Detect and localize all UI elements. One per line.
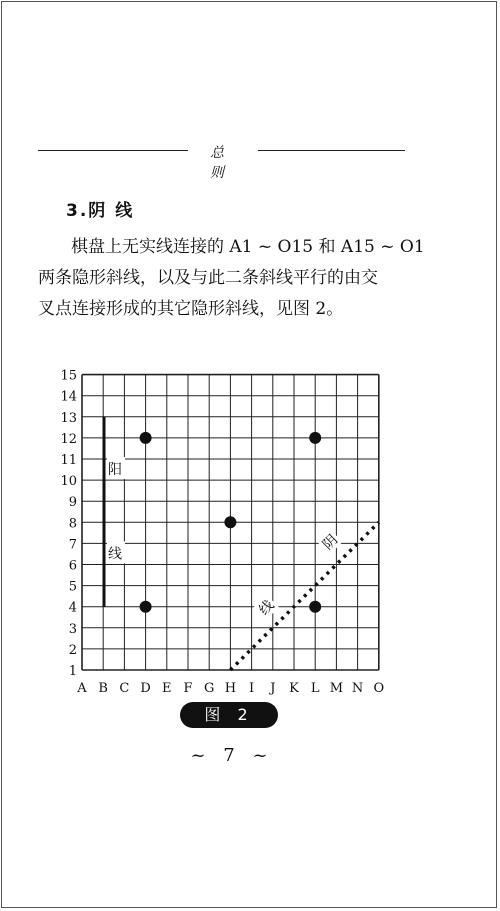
figure-caption-badge: 图 2 [180,702,278,728]
column-label: F [183,681,193,696]
diagonal-label-lower: 线 [256,597,278,619]
row-label: 3 [68,621,77,637]
column-label: C [119,681,130,696]
column-label: B [98,681,108,696]
row-label: 1 [68,664,77,679]
row-label: 9 [68,495,77,511]
row-label: 10 [60,474,77,490]
column-label: L [310,681,320,696]
black-stone [309,432,321,444]
black-stone [140,432,152,444]
row-label: 2 [68,642,77,658]
vertical-label-top: 阳 [108,462,122,478]
row-label: 4 [68,600,77,616]
paragraph-line-2: 两条隐形斜线，以及与此二条斜线平行的由交 [38,268,378,288]
paragraph-line-3: 叉点连接形成的其它隐形斜线，见图 2。 [38,299,344,319]
column-label: A [77,681,87,696]
page-number: ~ 7 ~ [190,745,274,766]
row-label: 8 [68,516,77,532]
black-stone [309,601,321,613]
column-label: O [373,681,385,696]
row-label: 5 [68,579,77,595]
row-label: 7 [68,537,77,553]
column-label: N [351,681,364,696]
paragraph-line-1: 棋盘上无实线连接的 A1 ~ O15 和 A15 ~ O1 [71,237,425,257]
vertical-label-bottom: 线 [108,546,122,563]
dotted-diagonal-line [230,522,378,670]
black-stone [224,516,236,528]
black-stone [140,601,152,613]
row-label: 11 [60,453,77,468]
column-label: M [329,681,344,696]
row-label: 14 [60,389,77,405]
column-label: G [204,681,215,696]
diagonal-label-upper: 阴 [319,531,342,554]
column-label: I [249,681,255,696]
section-title: 3.阴 线 [66,201,135,221]
header-title: 总 则 [210,145,236,181]
column-label: K [289,681,299,696]
row-label: 13 [60,410,77,426]
column-label: J [270,681,276,696]
row-label: 15 [60,368,77,384]
row-label: 12 [60,431,77,447]
row-label: 6 [68,558,77,574]
column-label: H [224,681,237,696]
column-label: D [140,681,151,696]
column-label: E [162,681,172,696]
